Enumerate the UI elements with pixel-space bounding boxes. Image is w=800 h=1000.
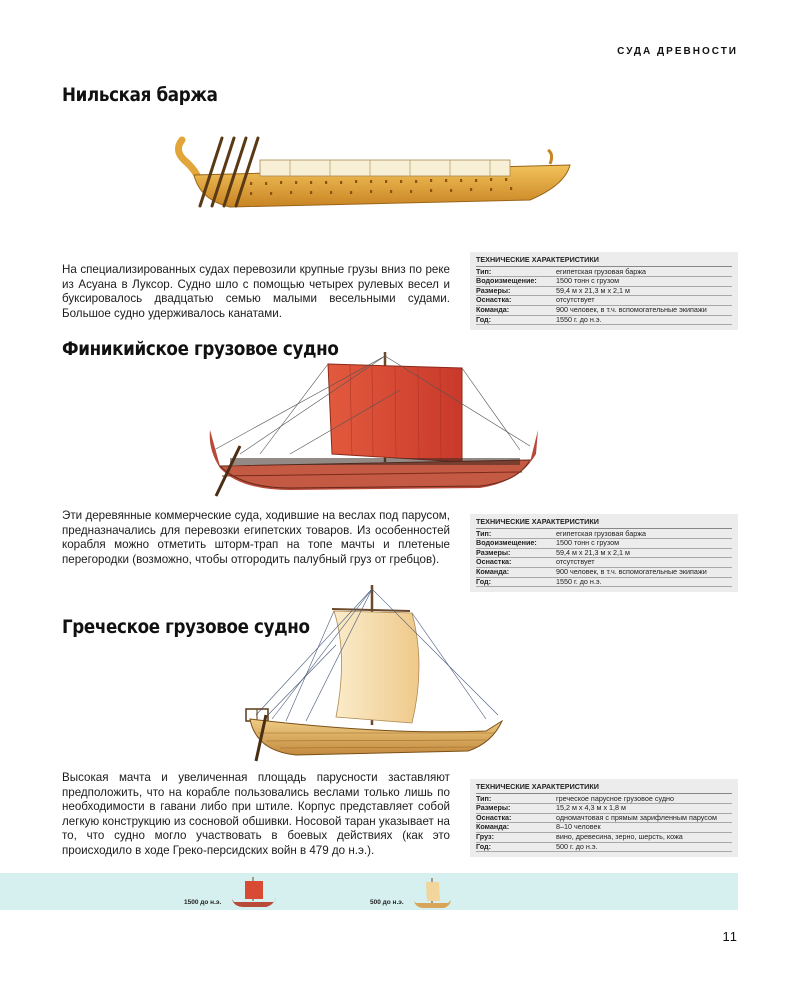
spec-row: Оснастка: одномачтовая с прямым зарифленным парусом <box>476 814 732 824</box>
spec-row: Размеры: 59,4 м х 21,3 м х 2,1 м <box>476 287 732 297</box>
nile-barge-illustration <box>170 130 590 212</box>
spec-row: Водоизмещение: 1500 тонн с грузом <box>476 539 732 549</box>
ship-title-greek: Греческое грузовое судно <box>62 616 310 638</box>
timeline-phoenician-ship-thumb <box>230 875 278 909</box>
spec-row: Команда: 8–10 человек <box>476 823 732 833</box>
spec-row: Команда: 900 человек, в т.ч. вспомогательные экипажи <box>476 306 732 316</box>
spec-row: Тип: египетская грузовая баржа <box>476 268 732 278</box>
spec-table-title: ТЕХНИЧЕСКИЕ ХАРАКТЕРИСТИКИ <box>476 518 732 529</box>
spec-table-nile-barge <box>470 252 738 330</box>
spec-row: Год: 1550 г. до н.э. <box>476 578 732 588</box>
spec-row: Команда: 900 человек, в т.ч. вспомогательные экипажи <box>476 568 732 578</box>
spec-row: Оснастка: отсутствует <box>476 558 732 568</box>
timeline-label-500: 500 до н.э. <box>370 899 404 906</box>
spec-table-phoenician <box>470 514 738 592</box>
spec-row: Размеры: 59,4 м х 21,3 м х 2,1 м <box>476 549 732 559</box>
spec-row: Оснастка: отсутствует <box>476 296 732 306</box>
spec-table-title: ТЕХНИЧЕСКИЕ ХАРАКТЕРИСТИКИ <box>476 256 732 267</box>
ship-description-greek: Высокая мачта и увеличенная площадь парусности заставляют предположить, что на корабле пользовались веслами только лишь по необходимости в гавани либо при штиле. Корпус представляет собой легкую конструкцию из сосновой обшивки. Носовой таран указывает на то, что судно могло участвовать в боевых действиях (как это происходило в ходе Греко-персидских войн в 479 до н.э.). <box>62 771 450 857</box>
timeline-label-1500: 1500 до н.э. <box>184 899 222 906</box>
spec-row: Год: 1550 г. до н.э. <box>476 316 732 326</box>
spec-row: Тип: греческое парусное грузовое судно <box>476 795 732 805</box>
greek-ship-illustration <box>236 585 516 765</box>
ship-description-phoenician: Эти деревянные коммерческие суда, ходившие на веслах под парусом, предназначались для перевозки египетских товаров. Из особенностей корабля можно отметить шторм-трап на топе мачты и плетеные перегородки (возможно, чтобы отгородить палубный груз от гребцов). <box>62 509 450 566</box>
spec-row: Размеры: 15,2 м х 4,3 м х 1,8 м <box>476 804 732 814</box>
section-header: СУДА ДРЕВНОСТИ <box>617 46 738 57</box>
page-number: 11 <box>722 929 738 944</box>
ship-title-nile-barge: Нильская баржа <box>62 84 218 106</box>
timeline-greek-ship-thumb <box>412 877 452 909</box>
spec-row: Тип: египетская грузовая баржа <box>476 530 732 540</box>
ship-description-nile-barge: На специализированных судах перевозили крупные грузы вниз по реке из Асуана в Луксор. Судно шло с помощью четырех рулевых весел и буксировалось двадцатью семью малыми весельными судами. Большое судно удерживалось канатами. <box>62 263 450 320</box>
timeline-strip <box>0 873 738 910</box>
spec-row: Год: 500 г. до н.э. <box>476 843 732 853</box>
spec-row: Груз: вино, древесина, зерно, шерсть, кожа <box>476 833 732 843</box>
spec-row: Водоизмещение: 1500 тонн с грузом <box>476 277 732 287</box>
spec-table-greek <box>470 779 738 857</box>
ship-title-phoenician: Финикийское грузовое судно <box>62 338 339 360</box>
spec-table-title: ТЕХНИЧЕСКИЕ ХАРАКТЕРИСТИКИ <box>476 783 732 794</box>
phoenician-ship-illustration <box>200 350 550 500</box>
